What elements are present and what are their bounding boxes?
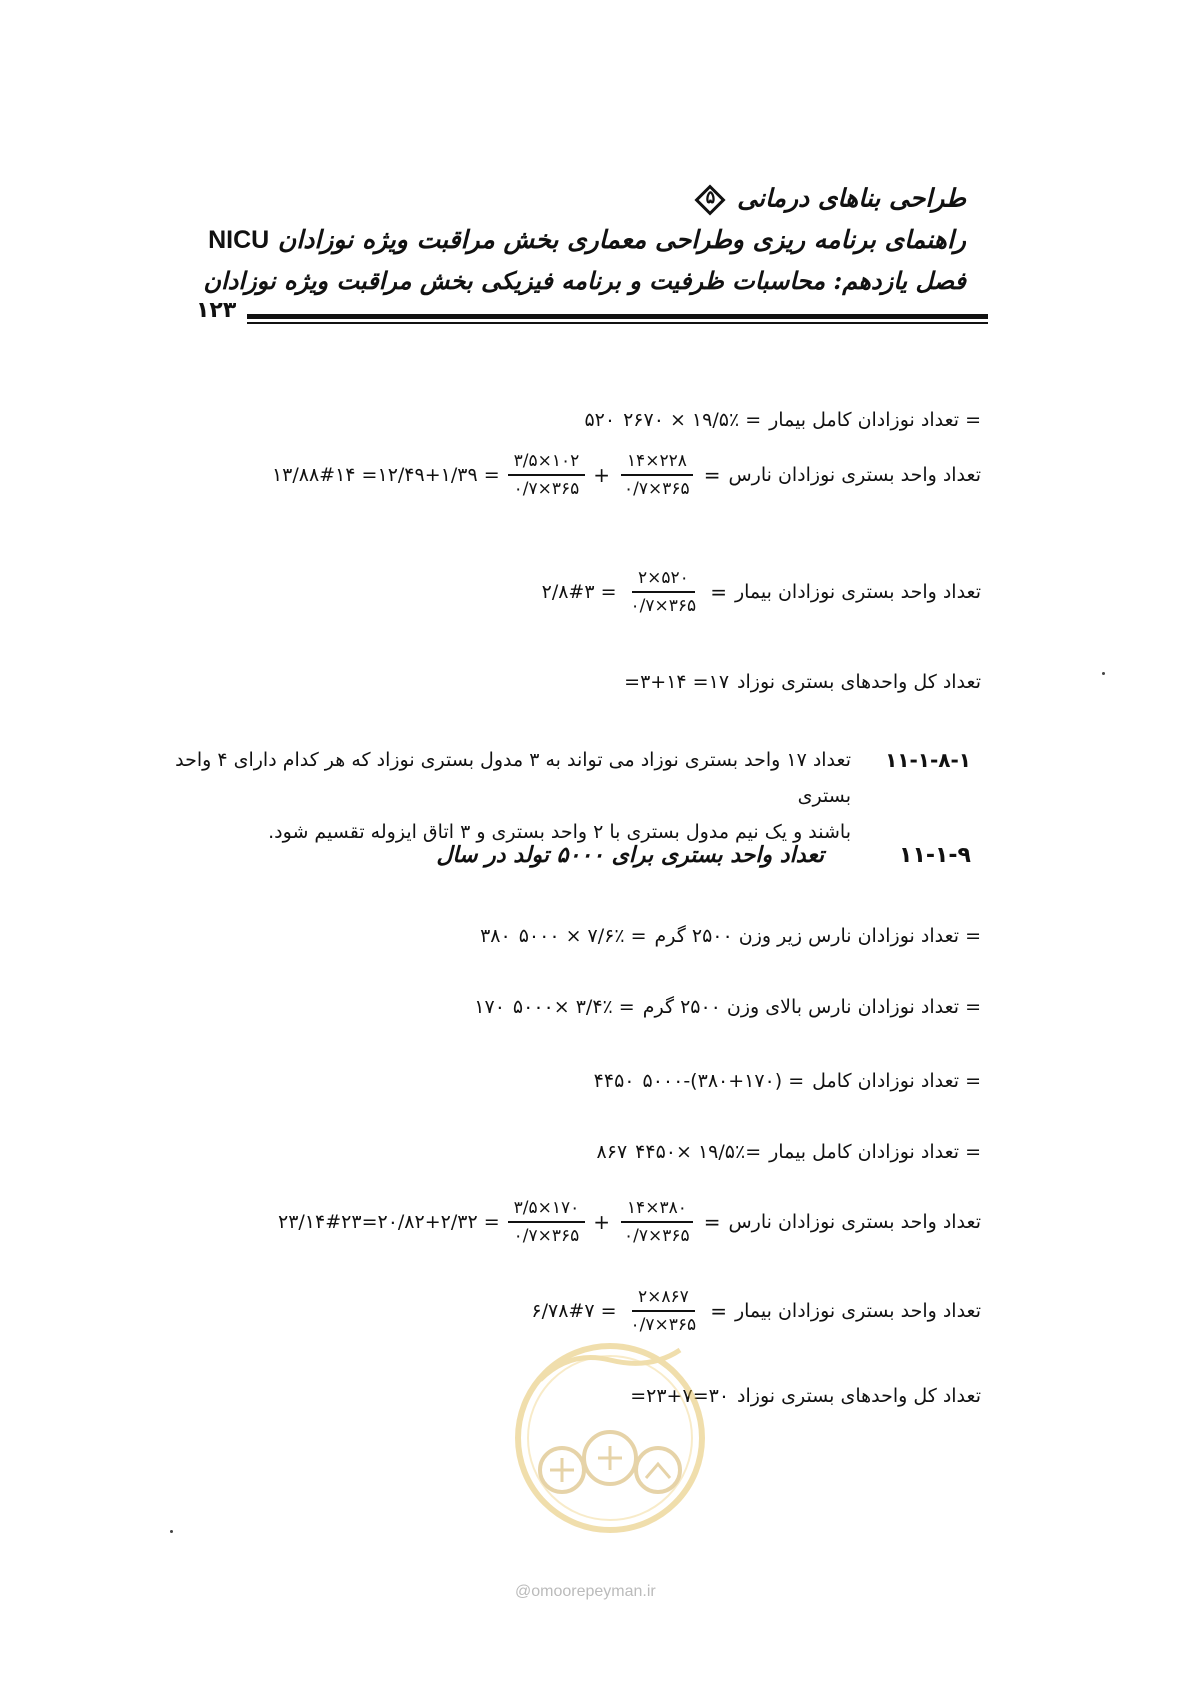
fraction-denominator: ۳۶۵×۰/۷ — [513, 1226, 580, 1246]
formula-premature-over — [474, 996, 981, 1018]
formula-calc: ۱۷= ۳+۱۴= — [624, 671, 730, 693]
fraction — [618, 451, 696, 499]
nicu-code: NICU — [208, 226, 270, 254]
formula-result: = ۲۰/۸۲+۲/۳۲=۲۳/۱۴#۲۳ — [278, 1211, 500, 1233]
formula-label: = تعداد نوزادان نارس زیر وزن ۲۵۰۰ گرم — [654, 925, 981, 947]
plus-sign: + — [593, 463, 611, 487]
formula-premature-under — [480, 925, 981, 947]
formula-premature-beds-2 — [278, 1198, 981, 1246]
formula-label: تعداد واحد بستری نوزادان بیمار — [734, 1300, 981, 1322]
formula-result: = ۱۲/۴۹+۱/۳۹= ۱۳/۸۸#۱۴ — [271, 464, 500, 486]
formula-label: = تعداد نوزادان کامل بیمار — [769, 409, 981, 431]
formula-label: = تعداد نوزادان کامل بیمار — [769, 1141, 981, 1163]
page-number: ۱۲۳ — [196, 298, 237, 323]
section-11-1-9-heading — [436, 842, 971, 868]
formula-result: = ۶/۷۸#۷ — [531, 1300, 617, 1322]
fraction-numerator: ۳۸۰×۱۴ — [621, 1198, 693, 1223]
formula-term — [594, 1070, 981, 1092]
equals-sign: = — [710, 580, 727, 604]
fraction-denominator: ۳۶۵×۰/۷ — [624, 479, 690, 499]
fraction-denominator: ۳۶۵×۰/۷ — [513, 479, 580, 499]
section-number: ۱۱-۱-۹ — [899, 843, 971, 868]
equals-sign: = — [703, 1210, 721, 1234]
fraction-numerator: ۱۰۲×۳/۵ — [508, 451, 586, 476]
formula-label: = تعداد نوزادان کامل — [812, 1070, 981, 1092]
formula-result: ۱۷۰ — [474, 996, 505, 1018]
chapter-title: فصل یازدهم: محاسبات ظرفیت و برنامه فیزیکی بخش مراقبت ویژه نوزادان — [203, 266, 966, 295]
fraction-denominator: ۳۶۵×۰/۷ — [630, 1315, 697, 1335]
section-paragraph — [151, 742, 851, 850]
equals-sign: = — [710, 1299, 727, 1323]
section-11-1-8-1 — [151, 742, 971, 850]
fraction — [508, 1198, 586, 1246]
watermark-website: @omoorepeyman.ir — [515, 1583, 656, 1600]
fraction-numerator: ۲۲۸×۱۴ — [621, 451, 693, 476]
watermark-seal-icon — [500, 1320, 720, 1550]
fraction-denominator: ۳۶۵×۰/۷ — [624, 1226, 690, 1246]
volume-number: ۵ — [705, 187, 716, 208]
formula-calc: = (۳۸۰+۱۷۰)-۵۰۰۰ — [642, 1070, 805, 1092]
formula-label: تعداد واحد بستری نوزادان نارس — [728, 1211, 981, 1233]
formula-premature-beds — [272, 451, 981, 499]
fraction — [618, 1198, 696, 1246]
book-subtitle-text: راهنمای برنامه ریزی وطراحی معماری بخش مراقبت ویژه نوزادان — [277, 225, 966, 254]
formula-result: ۸۶۷ — [596, 1141, 628, 1163]
paragraph-line: باشند و یک نیم مدول بستری با ۲ واحد بستری و ۳ اتاق ایزوله تقسیم شود. — [268, 821, 851, 843]
fraction-denominator: ۳۶۵×۰/۷ — [630, 596, 697, 616]
formula-sick-term-2 — [597, 1141, 981, 1163]
formula-label: تعداد کل واحدهای بستری نوزاد — [737, 1385, 981, 1407]
fraction-numerator: ۱۷۰×۳/۵ — [508, 1198, 586, 1223]
formula-sick-term — [584, 409, 981, 431]
formula-label: تعداد کل واحدهای بستری نوزاد — [737, 671, 981, 693]
formula-calc: ۳۰=۲۳+۷= — [630, 1385, 730, 1407]
formula-calc: = ۷/۶٪ × ۵۰۰۰ — [518, 925, 647, 947]
fraction-numerator: ۵۲۰×۲ — [632, 568, 695, 593]
fraction — [508, 451, 586, 499]
scan-speck — [1102, 672, 1105, 675]
header-rule-thin — [247, 322, 988, 324]
book-title-text: طراحی بناهای درمانی — [737, 183, 966, 213]
scan-speck — [170, 1530, 173, 1533]
formula-result: ۴۴۵۰ — [593, 1070, 635, 1092]
fraction — [625, 568, 703, 616]
formula-label: = تعداد نوزادان نارس بالای وزن ۲۵۰۰ گرم — [642, 996, 981, 1018]
formula-calc: = ۱۹/۵٪ × ۲۶۷۰ — [623, 409, 762, 431]
section-number: ۱۱-۱-۸-۱ — [885, 748, 971, 772]
fraction-numerator: ۸۶۷×۲ — [632, 1287, 695, 1312]
formula-sick-beds — [542, 568, 981, 616]
formula-label: تعداد واحد بستری نوزادان بیمار — [734, 581, 981, 603]
book-title — [688, 182, 966, 218]
formula-calc: =۱۹/۵٪ ×۴۴۵۰ — [635, 1141, 762, 1163]
paragraph-line: تعداد ۱۷ واحد بستری نوزاد می تواند به ۳ مدول بستری نوزاد که هر کدام دارای ۴ واحد بستری — [175, 749, 851, 807]
formula-result: ۵۲۰ — [584, 409, 616, 431]
formula-total-beds — [624, 671, 981, 693]
section-title: تعداد واحد بستری برای ۵۰۰۰ تولد در سال — [436, 842, 824, 868]
plus-sign: + — [593, 1210, 611, 1234]
book-subtitle — [208, 225, 966, 255]
formula-result: ۳۸۰ — [480, 925, 511, 947]
equals-sign: = — [703, 463, 721, 487]
formula-label: تعداد واحد بستری نوزادان نارس — [728, 464, 981, 486]
formula-calc: = ۳/۴٪ ×۵۰۰۰ — [512, 996, 635, 1018]
volume-number-badge — [692, 182, 728, 218]
header-rule — [247, 314, 988, 319]
formula-result: = ۲/۸#۳ — [541, 581, 617, 603]
